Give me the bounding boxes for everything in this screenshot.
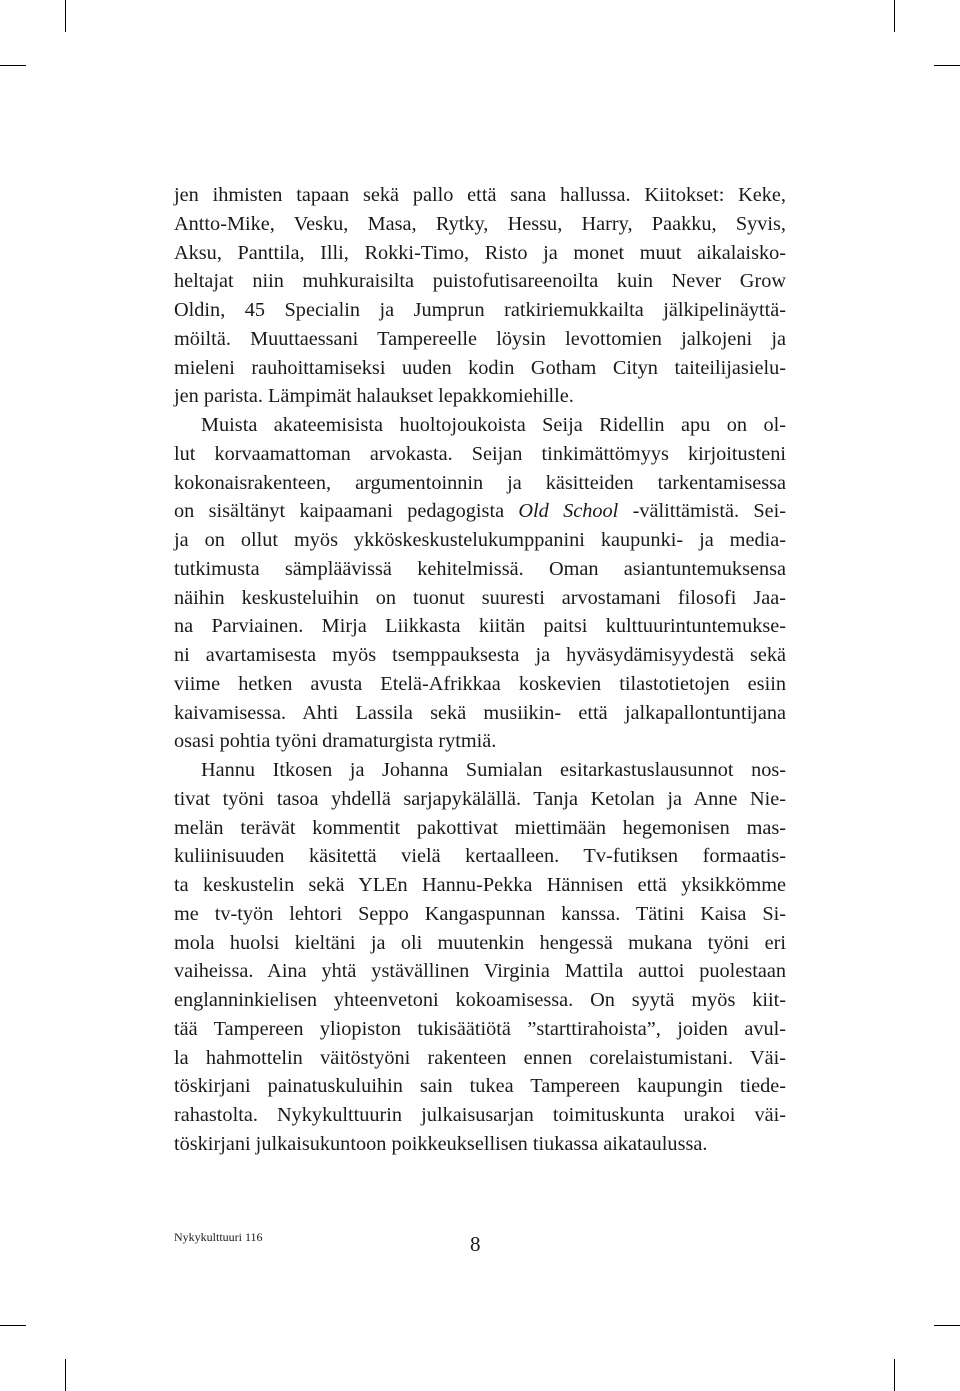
crop-mark-left-bottom xyxy=(0,1325,26,1326)
text-line: töskirjani julkaisukuntoon poikkeuksellisen tiukassa aikataulussa. xyxy=(174,1132,708,1155)
text-line: jen ihmisten tapaan sekä pallo että sana hallussa. Kiitokset: Keke, xyxy=(174,184,786,206)
text-line: viime hetken avusta Etelä-Afrikkaa koskevien tilastotietojen esiin xyxy=(174,672,786,695)
text-line: me tv-työn lehtori Seppo Kangaspunnan kanssa. Tätini Kaisa Si- xyxy=(174,902,786,925)
text-line: heltajat niin muhkuraisilta puistofutisareenoilta kuin Never Grow xyxy=(174,270,786,293)
text-line: la hahmottelin väitöstyöni rakenteen ennen corelaistumistani. Väi- xyxy=(174,1046,786,1069)
text-line: näihin keskusteluihin on tuonut suuresti arvostamani filosofi Jaa- xyxy=(174,586,786,609)
text-line: tää Tampereen yliopiston tukisäätiötä ”starttirahoista”, joiden avul- xyxy=(174,1017,786,1040)
text-line: tivat työni tasoa yhdellä sarjapykälällä. Tanja Ketolan ja Anne Nie- xyxy=(174,787,786,810)
text-line: lut korvaamattoman arvokasta. Seijan tinkimättömyys kirjoitusteni xyxy=(174,442,786,465)
series-name: Nykykulttuuri 116 xyxy=(174,1230,263,1244)
text-line: ni avartamisesta myös tsemppauksesta ja hyväsydämisyydestä sekä xyxy=(174,644,786,666)
text-line: töskirjani painatuskuluihin sain tukea Tampereen kaupungin tiede- xyxy=(174,1075,786,1098)
crop-mark-right-top xyxy=(934,65,960,66)
page-number: 8 xyxy=(470,1232,481,1256)
text-line: vaiheissa. Aina yhtä ystävällinen Virginia Mattila auttoi puolestaan xyxy=(174,960,786,983)
crop-mark-top-right xyxy=(894,0,895,32)
crop-mark-top-left xyxy=(65,0,66,32)
text-line: Antto-Mike, Vesku, Masa, Rytky, Hessu, Harry, Paakku, Syvis, xyxy=(174,212,786,235)
text-line: Oldin, 45 Specialin ja Jumprun ratkiriemukkailta jälkipelinäyttä- xyxy=(174,299,786,321)
text-line: mola huolsi kieltäni ja oli muutenkin hengessä mukana työni eri xyxy=(174,931,786,954)
text-line: kaivamisessa. Ahti Lassila sekä musiikin- että jalkapallontuntijana xyxy=(174,701,786,724)
italic-title: Old School xyxy=(518,500,619,523)
text-line: melän terävät kommentit pakottivat miettimään hegemonisen mas- xyxy=(174,816,786,839)
text-line: kokonaisrakenteen, argumentoinnin ja käsitteiden tarkentamisessa xyxy=(174,471,786,494)
text-fragment: on sisältänyt kaipaamani pedagogista xyxy=(174,500,505,523)
text-line: kuliinisuuden käsitettä vielä kertaalleen. Tv-futiksen formaatis- xyxy=(174,845,786,868)
text-line: jen parista. Lämpimät halaukset lepakkomiehille. xyxy=(174,385,574,408)
text-fragment: -välittämistä. Sei- xyxy=(618,500,786,523)
text-line: rahastolta. Nykykulttuurin julkaisusarjan toimituskunta urakoi väi- xyxy=(174,1104,786,1126)
text-line: osasi pohtia työni dramaturgista rytmiä. xyxy=(174,730,497,753)
body-text xyxy=(174,181,786,1159)
text-line: Muista akateemisista huoltojoukoista Seija Ridellin apu on ol- xyxy=(201,414,786,436)
text-line: möiltä. Muuttaessani Tampereelle löysin levottomien jalkojeni ja xyxy=(174,327,786,350)
crop-mark-bottom-right xyxy=(894,1359,895,1391)
text-line xyxy=(174,497,786,526)
text-line: tutkimusta sämpläävissä kehitelmissä. Oman asiantuntemuksensa xyxy=(174,557,786,580)
text-line: englanninkielisen yhteenvetoni kokoamisessa. On syytä myös kiit- xyxy=(174,989,786,1011)
crop-mark-bottom-left xyxy=(65,1359,66,1391)
text-line: mieleni rauhoittamiseksi uuden kodin Gotham Cityn taiteilijasielu- xyxy=(174,356,786,379)
text-line: Hannu Itkosen ja Johanna Sumialan esitarkastuslausunnot nos- xyxy=(201,759,786,781)
crop-mark-right-bottom xyxy=(934,1325,960,1326)
text-line: ja on ollut myös ykköskeskustelukumppanini kaupunki- ja media- xyxy=(174,529,786,551)
crop-mark-left-top xyxy=(0,65,26,66)
text-line: Aksu, Panttila, Illi, Rokki-Timo, Risto ja monet muut aikalaisko- xyxy=(174,241,786,264)
text-line: ta keskustelin sekä YLEn Hannu-Pekka Hännisen että yksikkömme xyxy=(174,874,786,896)
text-line: na Parviainen. Mirja Liikkasta kiitän paitsi kulttuurintuntemukse- xyxy=(174,615,786,638)
